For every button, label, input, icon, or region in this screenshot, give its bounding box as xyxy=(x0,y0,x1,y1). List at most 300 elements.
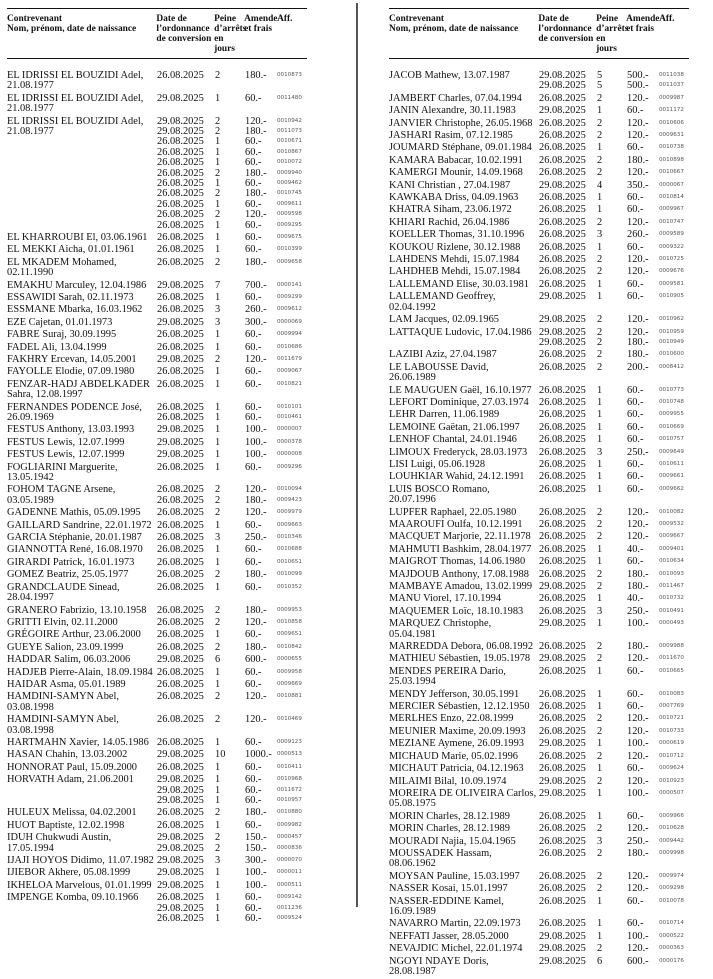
row-values xyxy=(157,606,307,616)
offender-name: ESSMANE Mbarka, 16.03.1962 xyxy=(7,304,143,316)
offender-name: EL MKADEM Mohamed, 02.11.1990 xyxy=(7,256,117,279)
table-row xyxy=(7,715,307,736)
offender-name: JACOB Mathew, 13.07.1987 xyxy=(389,70,510,81)
header-date xyxy=(538,14,596,54)
detention-days: 2 xyxy=(215,484,221,496)
header-text: Aff. xyxy=(659,14,675,24)
conversion-date: 26.08.2025 xyxy=(539,641,586,653)
case-number: 0000522 xyxy=(659,932,684,939)
row-values xyxy=(539,557,689,567)
row-values xyxy=(157,403,307,424)
row-values xyxy=(539,71,689,92)
fine-amount: 60.- xyxy=(245,581,262,593)
row-values xyxy=(539,667,689,688)
row-values xyxy=(539,485,689,506)
detention-days: 7 xyxy=(215,279,221,291)
row-values xyxy=(539,582,689,592)
sub-row xyxy=(539,619,689,629)
conversion-date: 26.08.2025 xyxy=(157,892,204,904)
fine-amount: 60.- xyxy=(627,483,644,495)
row-values xyxy=(157,355,307,365)
sub-row xyxy=(539,545,689,555)
offender-name: MICHAUT Patricia, 04.12.1963 xyxy=(389,763,524,775)
detention-days: 3 xyxy=(597,229,603,241)
table-row xyxy=(7,606,307,616)
row-values xyxy=(539,752,689,762)
right-column xyxy=(389,8,689,979)
row-values xyxy=(539,218,689,228)
case-number: 0000507 xyxy=(659,789,684,796)
conversion-date: 26.08.2025 xyxy=(157,244,204,256)
fine-amount: 180.- xyxy=(245,70,267,81)
detention-days: 1 xyxy=(597,192,603,204)
fine-amount: 120.- xyxy=(627,216,649,228)
fine-amount: 150.- xyxy=(245,842,267,854)
table-row xyxy=(389,667,689,688)
case-number: 0009998 xyxy=(659,849,684,856)
offender-name: LISI Luigi, 05.06.1928 xyxy=(389,458,486,470)
fine-amount: 120.- xyxy=(627,823,649,835)
offender-name: ESSAWIDI Sarah, 02.11.1973 xyxy=(7,291,134,303)
row-values xyxy=(157,680,307,690)
offender-name: EL IDRISSI EL BOUZIDI Adel, 21.08.1977 xyxy=(7,70,144,92)
offender-name: MERCIER Sébastien, 12.12.1950 xyxy=(389,701,530,713)
sub-row xyxy=(157,738,307,748)
header-text: Amende xyxy=(626,14,660,24)
header-text: de conversion xyxy=(538,34,594,44)
table-row xyxy=(7,318,307,328)
offender-name: LUPFER Raphael, 22.05.1980 xyxy=(389,506,517,518)
conversion-date: 26.08.2025 xyxy=(157,146,204,158)
conversion-date: 29.08.2025 xyxy=(157,774,204,786)
case-number: 0009661 xyxy=(659,473,684,480)
row-values xyxy=(539,280,689,290)
conversion-date: 26.08.2025 xyxy=(157,569,204,581)
conversion-date: 29.08.2025 xyxy=(157,449,204,461)
conversion-date: 26.08.2025 xyxy=(157,291,204,303)
offender-name: MAIGROT Thomas, 14.06.1980 xyxy=(389,556,526,568)
conversion-date: 26.08.2025 xyxy=(539,593,586,605)
detention-days: 1 xyxy=(215,736,221,748)
case-number: 0011037 xyxy=(659,82,684,89)
detention-days: 6 xyxy=(215,654,221,666)
row-values xyxy=(157,630,307,640)
table-row xyxy=(389,131,689,141)
offender-name: KHIARI Rachid, 26.04.1986 xyxy=(389,216,510,228)
case-number: 0010634 xyxy=(659,558,684,565)
sub-row xyxy=(539,897,689,907)
row-values xyxy=(157,856,307,866)
row-values xyxy=(539,570,689,580)
conversion-date: 29.08.2025 xyxy=(157,92,204,104)
conversion-date: 26.08.2025 xyxy=(539,750,586,762)
offender-name: MANU Viorel, 17.10.1994 xyxy=(389,593,502,605)
detention-days: 2 xyxy=(215,807,221,819)
case-number: 0009612 xyxy=(277,306,302,313)
row-values xyxy=(157,750,307,760)
case-number: 0009322 xyxy=(659,243,684,250)
detention-days: 2 xyxy=(215,188,221,200)
table-row xyxy=(389,739,689,749)
sub-row xyxy=(539,338,689,348)
sub-row xyxy=(539,485,689,495)
table-row xyxy=(389,315,689,325)
case-number: 0000007 xyxy=(277,426,302,433)
case-number: 0011073 xyxy=(277,128,302,135)
sub-row xyxy=(157,521,307,531)
table-row xyxy=(7,425,307,435)
conversion-date: 29.08.2025 xyxy=(157,842,204,854)
offender-name: GAILLARD Sandrine, 22.01.1972 xyxy=(7,519,152,531)
case-number: 0010745 xyxy=(277,190,302,197)
case-number: 0010712 xyxy=(659,752,684,759)
row-values xyxy=(157,318,307,328)
row-values xyxy=(539,545,689,555)
row-values xyxy=(539,837,689,847)
row-values xyxy=(539,106,689,116)
table-row xyxy=(389,168,689,178)
conversion-date: 29.08.2025 xyxy=(539,955,586,967)
fine-amount: 60.- xyxy=(245,366,262,378)
table-row xyxy=(7,821,307,831)
conversion-date: 29.08.2025 xyxy=(157,784,204,796)
table-row xyxy=(389,849,689,870)
conversion-date: 26.08.2025 xyxy=(539,409,586,421)
conversion-date: 26.08.2025 xyxy=(157,604,204,616)
table-row xyxy=(7,485,307,506)
row-values xyxy=(157,763,307,773)
sub-row xyxy=(157,583,307,593)
offender-name: EL IDRISSI EL BOUZIDI Adel, 21.08.1977 xyxy=(7,115,144,138)
row-values xyxy=(539,702,689,712)
fine-amount: 40.- xyxy=(627,543,644,555)
row-values xyxy=(157,485,307,506)
header-peine xyxy=(596,14,629,54)
case-number: 0000067 xyxy=(659,181,684,188)
detention-days: 1 xyxy=(597,458,603,470)
conversion-date: 26.08.2025 xyxy=(157,341,204,353)
case-number: 0010346 xyxy=(277,534,302,541)
case-number: 0010491 xyxy=(659,607,684,614)
case-number: 0009611 xyxy=(277,200,302,207)
sub-row xyxy=(157,245,307,255)
fine-amount: 120.- xyxy=(245,691,267,703)
case-number: 0010757 xyxy=(659,436,684,443)
offender-name: GOMEZ Beatriz, 25.05.1977 xyxy=(7,569,129,581)
conversion-date: 29.08.2025 xyxy=(539,80,586,92)
detention-days: 3 xyxy=(215,304,221,316)
fine-amount: 60.- xyxy=(245,146,262,158)
header-peine xyxy=(214,14,247,54)
case-number: 0010873 xyxy=(277,72,302,78)
detention-days: 1 xyxy=(597,593,603,605)
sub-row xyxy=(157,881,307,891)
conversion-date: 26.08.2025 xyxy=(539,458,586,470)
detention-days: 1 xyxy=(597,471,603,483)
table-body xyxy=(7,71,307,924)
conversion-date: 26.08.2025 xyxy=(157,378,204,390)
offender-name: MAAROUFI Oulfa, 10.12.1991 xyxy=(389,518,523,530)
conversion-date: 26.08.2025 xyxy=(539,471,586,483)
fine-amount: 100.- xyxy=(627,787,649,799)
conversion-date: 26.08.2025 xyxy=(539,835,586,847)
offender-name: MAMBAYE Amadou, 13.02.1999 xyxy=(389,581,533,592)
sub-row xyxy=(539,714,689,724)
conversion-date: 26.08.2025 xyxy=(539,142,586,154)
detention-days: 1 xyxy=(597,291,603,303)
sub-row xyxy=(539,789,689,799)
header-bottom-rule xyxy=(389,58,689,59)
row-values xyxy=(157,668,307,678)
row-values xyxy=(539,812,689,822)
offender-name: FABRE Suraj, 30.09.1995 xyxy=(7,329,117,341)
conversion-date: 26.08.2025 xyxy=(539,870,586,882)
row-values xyxy=(157,558,307,568)
case-number: 0009675 xyxy=(277,233,302,240)
detention-days: 2 xyxy=(597,266,603,278)
row-values xyxy=(539,739,689,749)
detention-days: 1 xyxy=(215,913,221,924)
sub-row xyxy=(157,425,307,435)
row-values xyxy=(157,868,307,878)
table-row xyxy=(389,594,689,604)
case-number: 0011236 xyxy=(277,904,302,911)
row-values xyxy=(539,410,689,420)
conversion-date: 26.08.2025 xyxy=(539,918,586,930)
case-number: 0010651 xyxy=(277,558,302,565)
fine-amount: 60.- xyxy=(627,688,644,700)
fine-amount: 180.- xyxy=(245,494,267,506)
case-number: 0010962 xyxy=(659,316,684,323)
conversion-date: 29.08.2025 xyxy=(539,581,586,592)
table-row xyxy=(389,557,689,567)
sub-row xyxy=(157,450,307,460)
sub-row xyxy=(539,410,689,420)
header-contrevenant xyxy=(389,14,538,54)
table-row xyxy=(7,94,307,115)
offender-name: KANI Christian , 27.04.1987 xyxy=(389,179,511,191)
table-row xyxy=(389,448,689,458)
conversion-date: 26.08.2025 xyxy=(539,531,586,543)
offender-name: LOUHKIAR Wahid, 24.12.1991 xyxy=(389,471,525,483)
conversion-date: 26.08.2025 xyxy=(157,532,204,544)
row-values xyxy=(539,957,689,978)
offender-name: HADDAR Salim, 06.03.2006 xyxy=(7,654,131,666)
fine-amount: 60.- xyxy=(627,458,644,470)
conversion-date: 29.08.2025 xyxy=(157,855,204,866)
fine-amount: 300.- xyxy=(245,316,267,328)
header-aff xyxy=(659,14,689,54)
conversion-date: 26.08.2025 xyxy=(157,736,204,748)
fine-amount: 260.- xyxy=(627,229,649,241)
detention-days: 2 xyxy=(597,326,603,338)
offender-name: JAMBERT Charles, 07.04.1994 xyxy=(389,92,522,104)
conversion-date: 26.08.2025 xyxy=(157,461,204,473)
sub-row xyxy=(539,520,689,530)
conversion-date: 26.08.2025 xyxy=(539,556,586,568)
row-values xyxy=(539,243,689,253)
conversion-date: 26.08.2025 xyxy=(539,568,586,580)
table-row xyxy=(389,435,689,445)
detention-days: 5 xyxy=(597,70,603,81)
header-date xyxy=(156,14,214,54)
table-row xyxy=(7,343,307,353)
case-number: 0009067 xyxy=(277,368,302,375)
conversion-date: 26.08.2025 xyxy=(539,665,586,677)
detention-days: 1 xyxy=(215,519,221,531)
offender-name: GADENNE Mathis, 05.09.1995 xyxy=(7,507,141,519)
header-contrevenant xyxy=(7,14,156,54)
conversion-date: 26.08.2025 xyxy=(157,256,204,268)
conversion-date: 29.08.2025 xyxy=(539,943,586,955)
case-number: 0009423 xyxy=(277,496,302,503)
detention-days: 2 xyxy=(597,823,603,835)
conversion-date: 29.08.2025 xyxy=(539,653,586,665)
conversion-date: 29.08.2025 xyxy=(157,424,204,436)
fine-amount: 180.- xyxy=(627,641,649,653)
detention-days: 1 xyxy=(597,434,603,446)
conversion-date: 26.08.2025 xyxy=(157,761,204,773)
offender-name: MILAIMI Bilal, 10.09.1974 xyxy=(389,775,507,787)
detention-days: 2 xyxy=(597,349,603,361)
table-row xyxy=(389,582,689,592)
detention-days: 2 xyxy=(597,653,603,665)
table-row xyxy=(7,808,307,818)
offender-name: FAYOLLE Elodie, 07.09.1980 xyxy=(7,366,135,378)
sub-row xyxy=(539,582,689,592)
sub-row xyxy=(157,293,307,303)
sub-row xyxy=(157,258,307,268)
conversion-date: 26.08.2025 xyxy=(539,883,586,895)
table-row xyxy=(389,812,689,822)
row-values xyxy=(539,131,689,141)
detention-days: 1 xyxy=(215,341,221,353)
conversion-date: 26.08.2025 xyxy=(539,92,586,104)
detention-days: 2 xyxy=(597,581,603,592)
sub-row xyxy=(539,919,689,929)
case-number: 0009663 xyxy=(277,521,302,528)
table-row xyxy=(389,944,689,954)
row-values xyxy=(157,343,307,353)
offender-name: GRANDCLAUDE Sinead, 28.04.1997 xyxy=(7,581,120,604)
conversion-date: 26.08.2025 xyxy=(157,691,204,703)
conversion-date: 26.08.2025 xyxy=(539,810,586,822)
case-number: 0010688 xyxy=(277,546,302,553)
detention-days: 1 xyxy=(597,763,603,775)
table-row xyxy=(7,738,307,748)
case-number: 0009669 xyxy=(277,680,302,687)
conversion-date: 26.08.2025 xyxy=(539,543,586,555)
offender-name: LENHOF Chantal, 24.01.1946 xyxy=(389,434,517,446)
case-number: 0011038 xyxy=(659,72,684,78)
conversion-date: 26.08.2025 xyxy=(539,605,586,617)
detention-days: 2 xyxy=(597,314,603,326)
table-row xyxy=(7,438,307,448)
conversion-date: 26.08.2025 xyxy=(157,177,204,189)
case-number: 0009649 xyxy=(659,448,684,455)
detention-days: 1 xyxy=(215,794,221,806)
detention-days: 3 xyxy=(215,855,221,866)
table-row xyxy=(7,367,307,377)
conversion-date: 26.08.2025 xyxy=(157,666,204,678)
sub-row xyxy=(157,558,307,568)
sub-row xyxy=(157,318,307,328)
case-number: 0010469 xyxy=(277,716,302,723)
table-row xyxy=(389,205,689,215)
table-row xyxy=(389,255,689,265)
case-number: 0010968 xyxy=(277,776,302,783)
sub-row xyxy=(157,305,307,315)
fine-amount: 180.- xyxy=(245,256,267,268)
conversion-date: 29.08.2025 xyxy=(157,353,204,365)
offender-name: MORIN Charles, 28.12.1989 xyxy=(389,823,510,835)
offender-name: MEUNIER Maxime, 20.09.1993 xyxy=(389,725,526,737)
case-number: 0009462 xyxy=(277,179,302,186)
sub-row xyxy=(539,508,689,518)
fine-amount: 100.- xyxy=(627,738,649,750)
detention-days: 2 xyxy=(215,691,221,703)
fine-amount: 180.- xyxy=(245,641,267,653)
conversion-date: 26.08.2025 xyxy=(157,913,204,924)
table-header xyxy=(7,14,307,54)
header-amende xyxy=(626,14,659,54)
sub-row xyxy=(539,777,689,787)
fine-amount: 60.- xyxy=(245,902,262,914)
case-number: 0011670 xyxy=(659,655,684,662)
row-values xyxy=(539,764,689,774)
detention-days: 1 xyxy=(597,688,603,700)
detention-days: 2 xyxy=(597,117,603,129)
table-row xyxy=(389,619,689,640)
row-values xyxy=(157,821,307,831)
conversion-date: 29.08.2025 xyxy=(539,787,586,799)
sub-row xyxy=(539,727,689,737)
offender-name: MARREDDA Debora, 06.08.1992 xyxy=(389,641,534,653)
fine-amount: 60.- xyxy=(245,401,262,413)
sub-row xyxy=(157,221,307,231)
fine-amount: 60.- xyxy=(245,329,262,341)
offender-name: JASHARI Rasim, 07.12.1985 xyxy=(389,130,513,141)
sub-row xyxy=(157,821,307,831)
fine-amount: 120.- xyxy=(245,616,267,628)
conversion-date: 26.08.2025 xyxy=(157,714,204,726)
table-row xyxy=(389,328,689,349)
conversion-date: 29.08.2025 xyxy=(539,775,586,787)
conversion-date: 26.08.2025 xyxy=(157,188,204,200)
detention-days: 2 xyxy=(215,494,221,506)
fine-amount: 120.- xyxy=(627,883,649,895)
sub-row xyxy=(539,654,689,664)
case-number: 0010814 xyxy=(659,194,684,201)
table-row xyxy=(7,881,307,891)
fine-amount: 120.- xyxy=(627,653,649,665)
case-number: 0011679 xyxy=(277,355,302,362)
sub-row xyxy=(539,218,689,228)
detention-days: 1 xyxy=(215,879,221,891)
conversion-date: 26.08.2025 xyxy=(157,581,204,593)
fine-amount: 60.- xyxy=(245,761,262,773)
conversion-date: 26.08.2025 xyxy=(157,494,204,506)
fine-amount: 120.- xyxy=(245,115,267,127)
fine-amount: 120.- xyxy=(245,353,267,365)
offender-name: NGOYI NDAYE Doris, 28.08.1987 xyxy=(389,955,489,977)
row-values xyxy=(539,119,689,129)
fine-amount: 100.- xyxy=(245,424,267,436)
conversion-date: 29.08.2025 xyxy=(539,291,586,303)
case-number: 0000619 xyxy=(659,740,684,747)
conversion-date: 26.08.2025 xyxy=(539,713,586,725)
sub-row xyxy=(157,233,307,243)
